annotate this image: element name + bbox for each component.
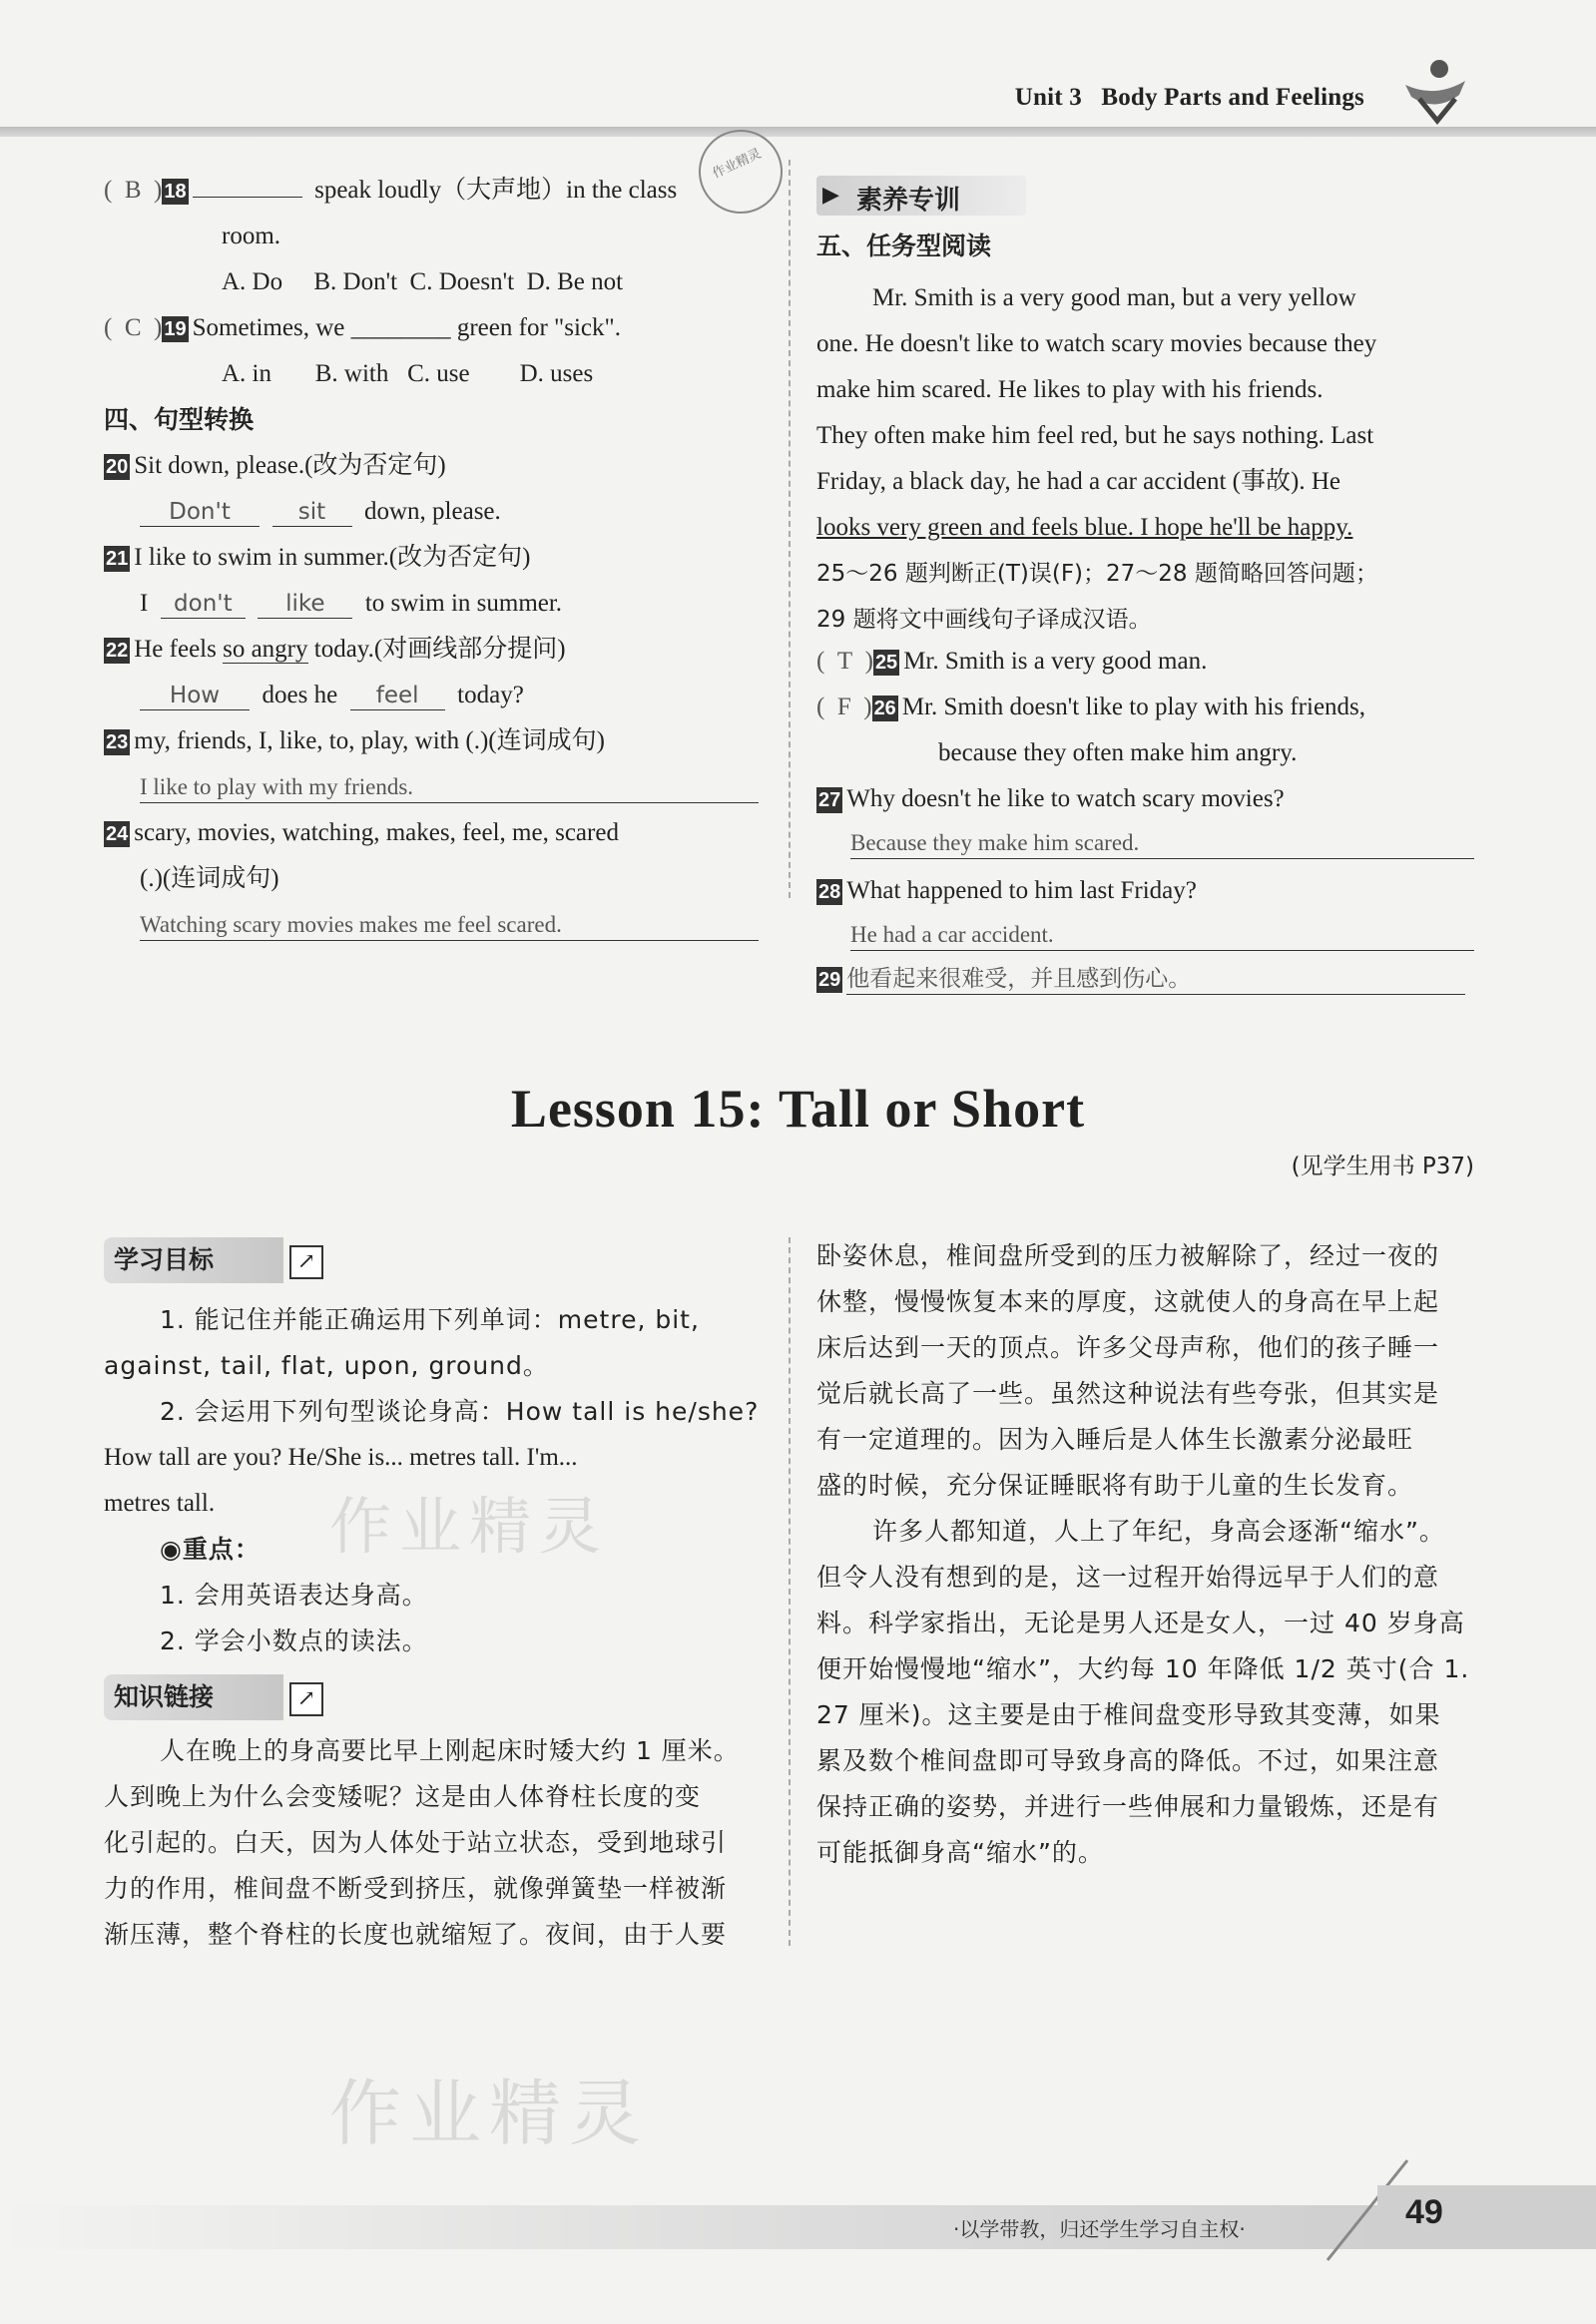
book-logo-icon xyxy=(1399,55,1471,127)
q28-answer: He had a car accident. xyxy=(850,920,1474,951)
page-number-box xyxy=(1377,2185,1596,2249)
q28-line: 28 What happened to him last Friday? xyxy=(818,877,1197,904)
homework-stamp: 作业精灵 xyxy=(685,116,797,228)
q24-line1: 24 scary, movies, watching, makes, feel, me, scared xyxy=(106,819,619,846)
banner-title: 素养专训 xyxy=(856,186,961,216)
knowledge-left: 人在晚上的身高要比早上刚起床时矮大约 1 厘米。 人到晚上为什么会变矮呢？这是由人体脊柱长度的变 化引起的。白天，因为人体处于站立状态，受到地球引 力的作用，椎间盘不断受到挤压，就像弹簧垫一样被渐 渐压薄，整个脊柱的长度也就缩短了。夜间，由于人要 xyxy=(104,1736,740,1949)
unit-label: Unit 3 xyxy=(1014,84,1082,111)
knowledge-right: 卧姿休息，椎间盘所受到的压力被解除了，经过一夜的 休整，慢慢恢复本来的厚度，这就使人的身高在早上起 床后达到一天的顶点。许多父母声称，他们的孩子睡一 觉后就长高了一些。虽然这种说法有些夸张，但其实是 有一定道理的。因为入睡后是人体生长激素分泌最旺 盛的时候，充分保证睡眠将有助于儿童的生长发育。 许多人都知道，人上了年纪，身高会逐渐“缩水”。 但令人没有想到的是，这一过程开始得远早于人们的意 料。科学家指出，无论是男人还是女人，一过 40 岁身高 便开始慢慢地“缩水”，大约每 10 年降低 1/2 英寸(合 1. 27 厘米)。这主要是由于椎间盘变形导致其变薄，如果 累及数个椎间盘即可导致身高的降低。不过，如果注意 保持正确的姿势，并进行一些伸展和力量锻炼，还是有 可能抵御身高“缩水”的。 xyxy=(816,1241,1470,1867)
goals-list: 1. 能记住并能正确运用下列单词：metre, bit, against, tail, flat, upon, ground。 2. 会运用下列句型谈论身高：How tall is he/she? How tall are you? He/She is... metres tall. I'm... metres tall. ◉重点： 1. 会用英语表达身高。 2. 学会小数点的读法。 xyxy=(104,1305,760,1655)
q26-line1: ( F ) 26 Mr. Smith doesn't like to play with his friends, xyxy=(816,694,1366,720)
q29-answer: 他看起来很难受，并且感到伤心。 xyxy=(846,964,1465,995)
q19-options: A. in B. with C. use D. uses xyxy=(222,360,594,387)
unit-title: Body Parts and Feelings xyxy=(1101,84,1364,111)
banner xyxy=(816,176,1026,216)
reading-passage: Mr. Smith is a very good man, but a very yellow one. He doesn't like to watch scary movies because they make him scared. He likes to play with his friends. They often make him feel red, but he says nothing. Last Friday, a black day, he had a car accident (事故). He looks very green and feels blue. I hope he'll be happy. 25～26 题判断正(T)误(F)；27～28 题简略回答问题； 29 题将文中画线句子译成汉语。 xyxy=(816,284,1378,633)
q24-line2: (.)(连词成句) xyxy=(140,865,279,892)
q21-line: 21 I like to swim in summer.(改为否定句) xyxy=(106,544,531,571)
section5-title: 五、任务型阅读 xyxy=(816,232,992,260)
q18-num: 18 xyxy=(164,181,187,203)
goals-tag: 学习目标 ↗ xyxy=(104,1237,323,1285)
knowledge-arrow-icon: ↗ xyxy=(289,1682,323,1716)
unit-header xyxy=(1015,84,1364,112)
q26-line2: because they often make him angry. xyxy=(938,739,1298,766)
footer-slogan: ·以学带教，归还学生学习自主权· xyxy=(953,2217,1246,2241)
knowledge-tag: 知识链接 ↗ xyxy=(104,1674,323,1722)
q24-answer: Watching scary movies makes me feel scared. xyxy=(140,910,759,941)
watermark-1: 作业精灵 xyxy=(329,1490,610,1563)
q23-line: 23 my, friends, I, like, to, play, with (.)(连词成句) xyxy=(106,727,605,754)
section4-title: 四、句型转换 xyxy=(104,405,255,434)
q22-answer: How does he feel today? xyxy=(140,681,524,710)
lesson-ref: (见学生用书 P37) xyxy=(1291,1154,1474,1179)
q29-line: 29 他看起来很难受，并且感到伤心。 xyxy=(816,964,1475,995)
header-bar xyxy=(0,127,1596,137)
q27-line: 27 Why doesn't he like to watch scary movies? xyxy=(818,785,1285,812)
column-divider xyxy=(789,160,791,898)
q20-line: 20 Sit down, please.(改为否定句) xyxy=(106,452,446,479)
q22-line: 22 He feels so angry today.(对画线部分提问) xyxy=(106,636,566,663)
lesson-title: Lesson 15: Tall or Short xyxy=(510,1079,1086,1139)
page-number: 49 xyxy=(1405,2193,1443,2231)
q18-line1: ( B ) 18 speak loudly（大声地）in the class xyxy=(104,177,678,204)
q19-text: Sometimes, we ________ green for "sick". xyxy=(192,314,621,341)
q19-line: ( C ) 19 Sometimes, we ________ green for "sick". xyxy=(104,314,621,341)
q27-answer: Because they make him scared. xyxy=(850,828,1474,859)
q19-answer: C xyxy=(124,314,142,341)
watermark-2: 作业精灵 xyxy=(329,2072,650,2155)
column-divider-2 xyxy=(789,1237,791,1946)
q25-line: ( T ) 25 Mr. Smith is a very good man. xyxy=(816,648,1208,675)
q18-options: A. Do B. Don't C. Doesn't D. Be not xyxy=(222,268,624,295)
q20-answer: Don't sit down, please. xyxy=(140,497,501,527)
goals-arrow-icon: ↗ xyxy=(289,1245,323,1279)
banner-arrow-icon: ▶ xyxy=(822,182,839,207)
q23-answer: I like to play with my friends. xyxy=(140,772,759,803)
q18-text: speak loudly（大声地）in the class xyxy=(314,177,678,204)
q18-line2: room. xyxy=(222,223,281,249)
q21-answer: I don't like to swim in summer. xyxy=(140,590,563,617)
q18-answer: B xyxy=(124,177,142,204)
